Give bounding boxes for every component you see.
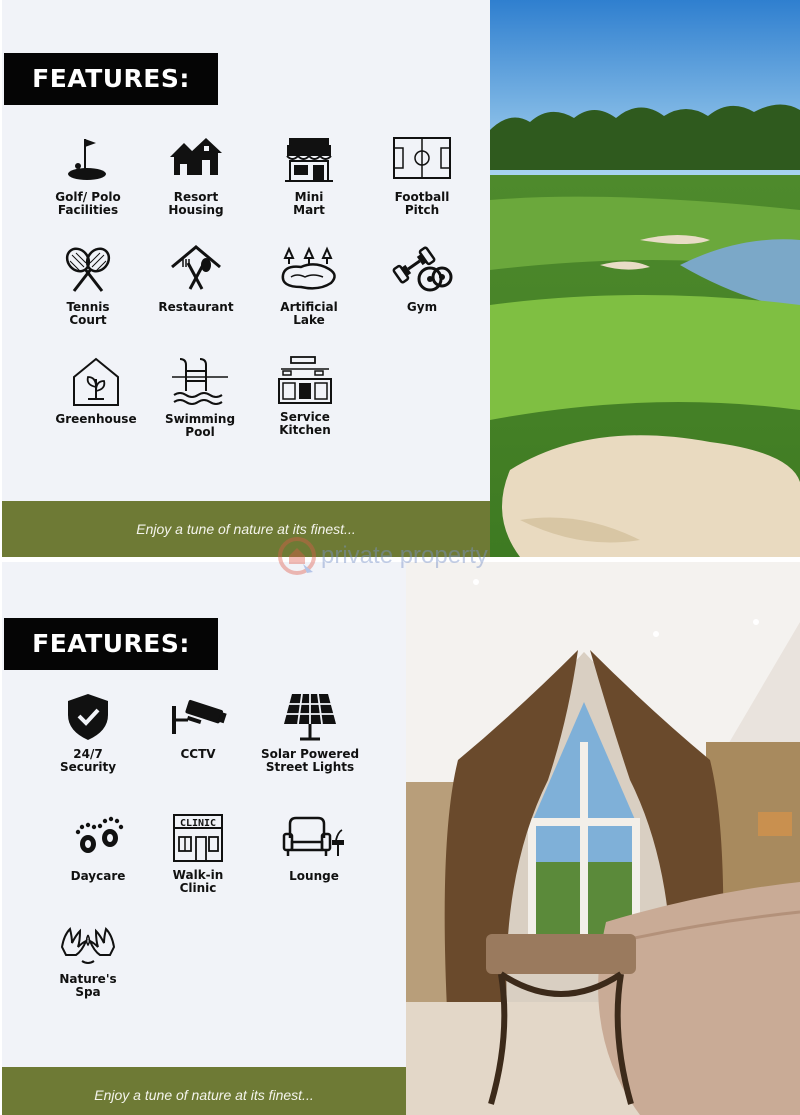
football-pitch-icon: [390, 135, 454, 185]
tagline-bar: Enjoy a tune of nature at its finest...: [2, 1067, 406, 1115]
feature-restaurant: Restaurant: [141, 245, 251, 314]
feature-cctv: CCTV: [143, 692, 253, 761]
feature-natures-spa: Nature's Spa: [33, 917, 143, 999]
features-left-column: [2, 562, 406, 1115]
feature-football-pitch: Football Pitch: [367, 135, 477, 217]
feature-lounge: Lounge: [259, 814, 369, 883]
clinic-sign-text: CLINIC: [179, 818, 217, 829]
feature-resort-housing: Resort Housing: [141, 135, 251, 217]
feature-golf: Golf/ Polo Facilities: [33, 135, 143, 217]
storefront-icon: [277, 135, 341, 185]
feature-security: 24/7 Security: [33, 692, 143, 774]
feature-daycare: Daycare: [43, 814, 153, 883]
spa-hands-icon: [56, 917, 120, 967]
sofa-icon: [282, 814, 346, 864]
pool-ladder-icon: [168, 357, 232, 407]
feature-tennis-court: Tennis Court: [33, 245, 143, 327]
features-heading: FEATURES:: [4, 53, 218, 105]
features-left-column: [2, 0, 490, 557]
restaurant-icon: [164, 245, 228, 295]
dumbbells-icon: [390, 245, 454, 295]
watermark-text: private property: [321, 542, 488, 569]
features-panel-bottom: [0, 562, 800, 1115]
greenhouse-icon: [64, 357, 128, 407]
feature-greenhouse: Greenhouse: [41, 357, 151, 426]
feature-service-kitchen: Service Kitchen: [250, 355, 360, 437]
houses-icon: [164, 135, 228, 185]
feature-walk-in-clinic: CLINIC Walk-in Clinic: [143, 813, 253, 895]
feature-swimming-pool: Swimming Pool: [145, 357, 255, 439]
shield-check-icon: [56, 692, 120, 742]
golf-flag-icon: [56, 135, 120, 185]
kitchen-icon: [273, 355, 337, 405]
feature-gym: Gym: [367, 245, 477, 314]
clinic-icon: [166, 813, 230, 863]
handprints-icon: [66, 814, 130, 864]
feature-mini-mart: Mini Mart: [254, 135, 364, 217]
watermark-logo-icon: [277, 536, 317, 576]
feature-artificial-lake: Artificial Lake: [254, 245, 364, 327]
features-panel-top: [0, 0, 800, 557]
bedroom-photo: [406, 562, 800, 1115]
golf-course-photo: [490, 0, 800, 557]
lake-icon: [277, 245, 341, 295]
tagline-bar: Enjoy a tune of nature at its finest...: [2, 501, 490, 557]
feature-solar-lights: Solar Powered Street Lights: [255, 692, 365, 774]
tennis-rackets-icon: [56, 245, 120, 295]
solar-panel-icon: [278, 692, 342, 742]
features-heading: FEATURES:: [4, 618, 218, 670]
private-property-watermark: [277, 536, 527, 576]
cctv-camera-icon: [166, 692, 230, 742]
